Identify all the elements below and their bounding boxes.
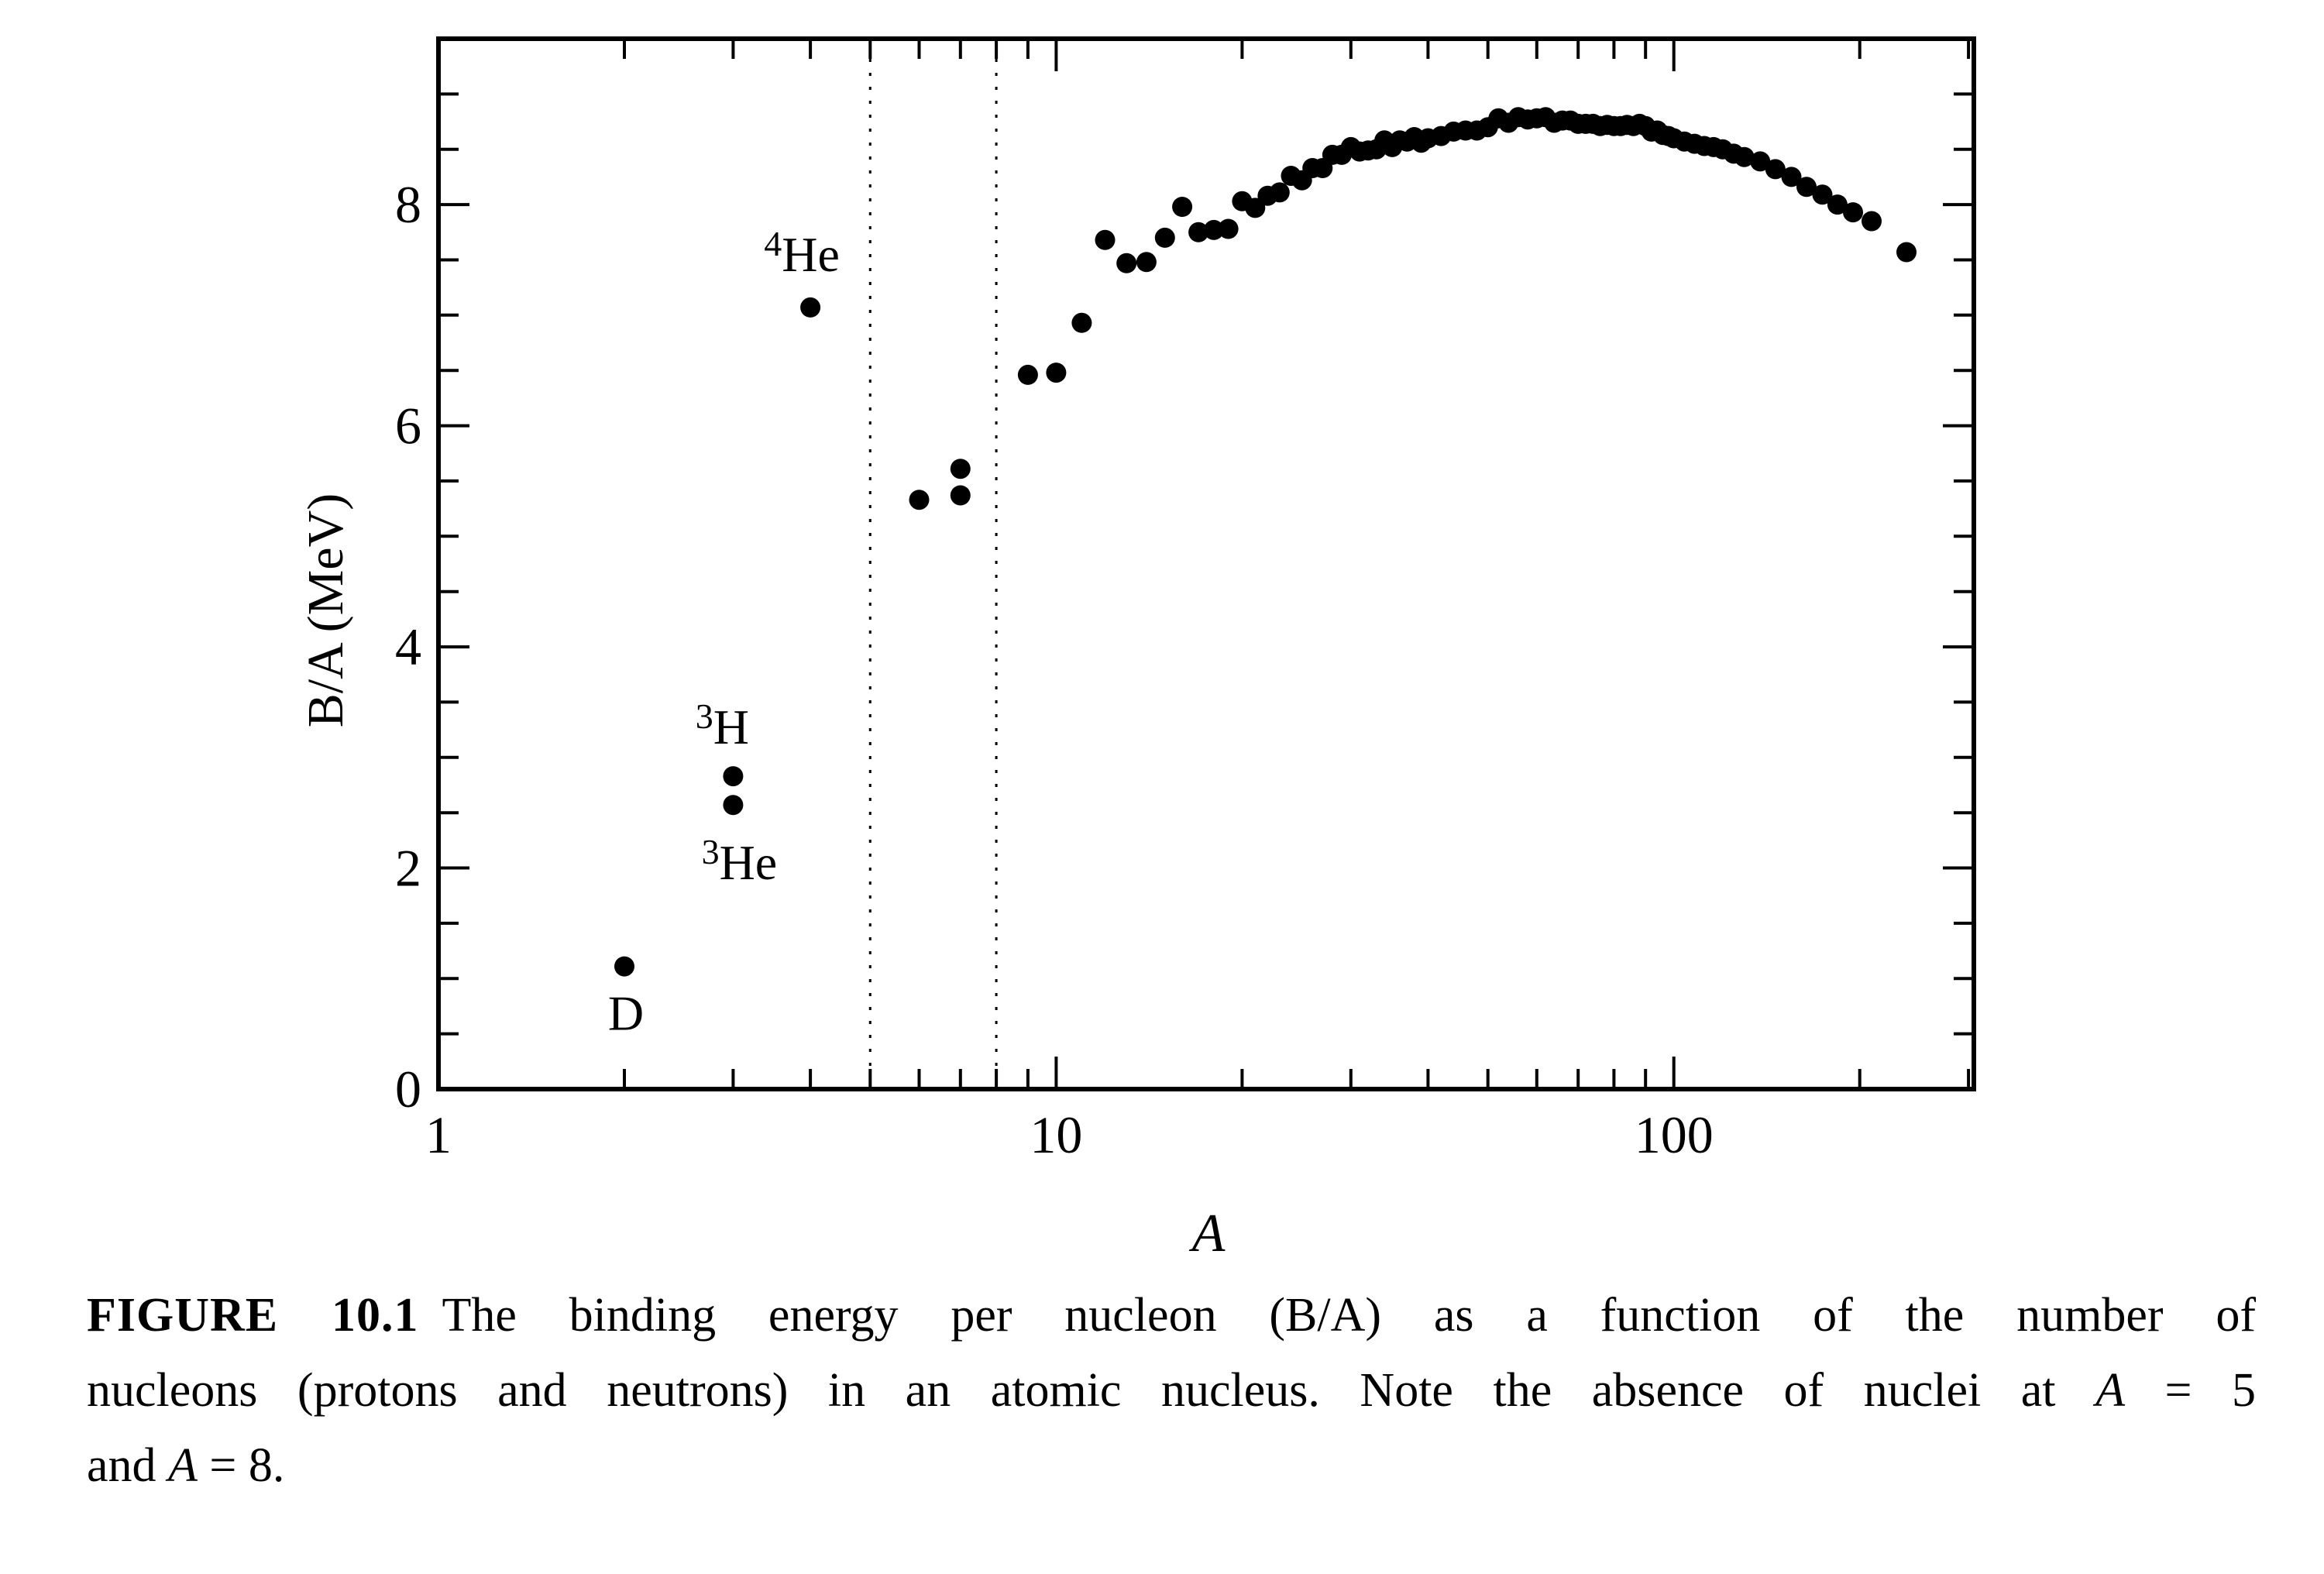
caption-text-line2-end: = 5: [2124, 1364, 2256, 1417]
y-tick-label-8: 8: [395, 175, 421, 235]
plot-frame: [438, 39, 1974, 1089]
data-point-deuteron: [614, 957, 634, 977]
figure-caption: [87, 1278, 2256, 1504]
y-tick-label-0: 0: [395, 1060, 421, 1119]
data-point: [1270, 182, 1290, 202]
x-axis-title: A: [1191, 1204, 1226, 1263]
data-point: [1843, 202, 1863, 222]
point-label-tritium: $^3$H: [695, 696, 750, 755]
caption-text-line1: The binding energy per nucleon (B/A) as a function of the number of: [442, 1289, 2256, 1342]
data-point: [1219, 219, 1239, 239]
data-point-helium-3: [723, 795, 743, 815]
y-tick-label-2: 2: [395, 838, 421, 898]
figure-label: FIGURE 10.1: [87, 1289, 419, 1342]
point-label-deuteron: D: [607, 985, 645, 1041]
caption-line-1: [87, 1278, 2256, 1353]
y-axis-title: B/A (MeV): [297, 493, 354, 728]
data-point: [1155, 228, 1175, 248]
data-point: [951, 486, 971, 506]
caption-line-3: [87, 1428, 2256, 1504]
data-point: [1071, 313, 1092, 333]
y-tick-label-4: 4: [395, 617, 421, 677]
data-point: [951, 459, 971, 479]
point-label-helium-4: $^4$He: [764, 223, 840, 282]
data-point: [1896, 242, 1917, 263]
caption-text-line3: and: [87, 1439, 169, 1492]
x-tick-label-10: 10: [1030, 1105, 1083, 1164]
data-point: [1136, 252, 1157, 272]
caption-line-2: [87, 1353, 2256, 1428]
data-point: [909, 490, 930, 510]
data-point: [1018, 365, 1038, 385]
y-tick-label-6: 6: [395, 396, 421, 455]
data-point: [1046, 363, 1066, 383]
caption-var-A8: A: [168, 1439, 198, 1492]
caption-text-line2: nucleons (protons and neutrons) in an atomic nucleus. Note the absence of nuclei at: [87, 1364, 2096, 1417]
caption-var-A5: A: [2095, 1364, 2125, 1417]
caption-text-line3-end: = 8.: [197, 1439, 285, 1492]
data-point-tritium: [723, 766, 743, 786]
data-point: [1095, 230, 1116, 250]
x-tick-label-1: 1: [425, 1105, 452, 1164]
data-point-helium-4: [800, 297, 820, 318]
data-point: [1172, 197, 1192, 217]
data-point: [1116, 253, 1136, 273]
data-point: [1862, 211, 1882, 232]
point-label-helium-3: $^3$He: [701, 832, 778, 891]
x-tick-label-100: 100: [1634, 1105, 1714, 1164]
